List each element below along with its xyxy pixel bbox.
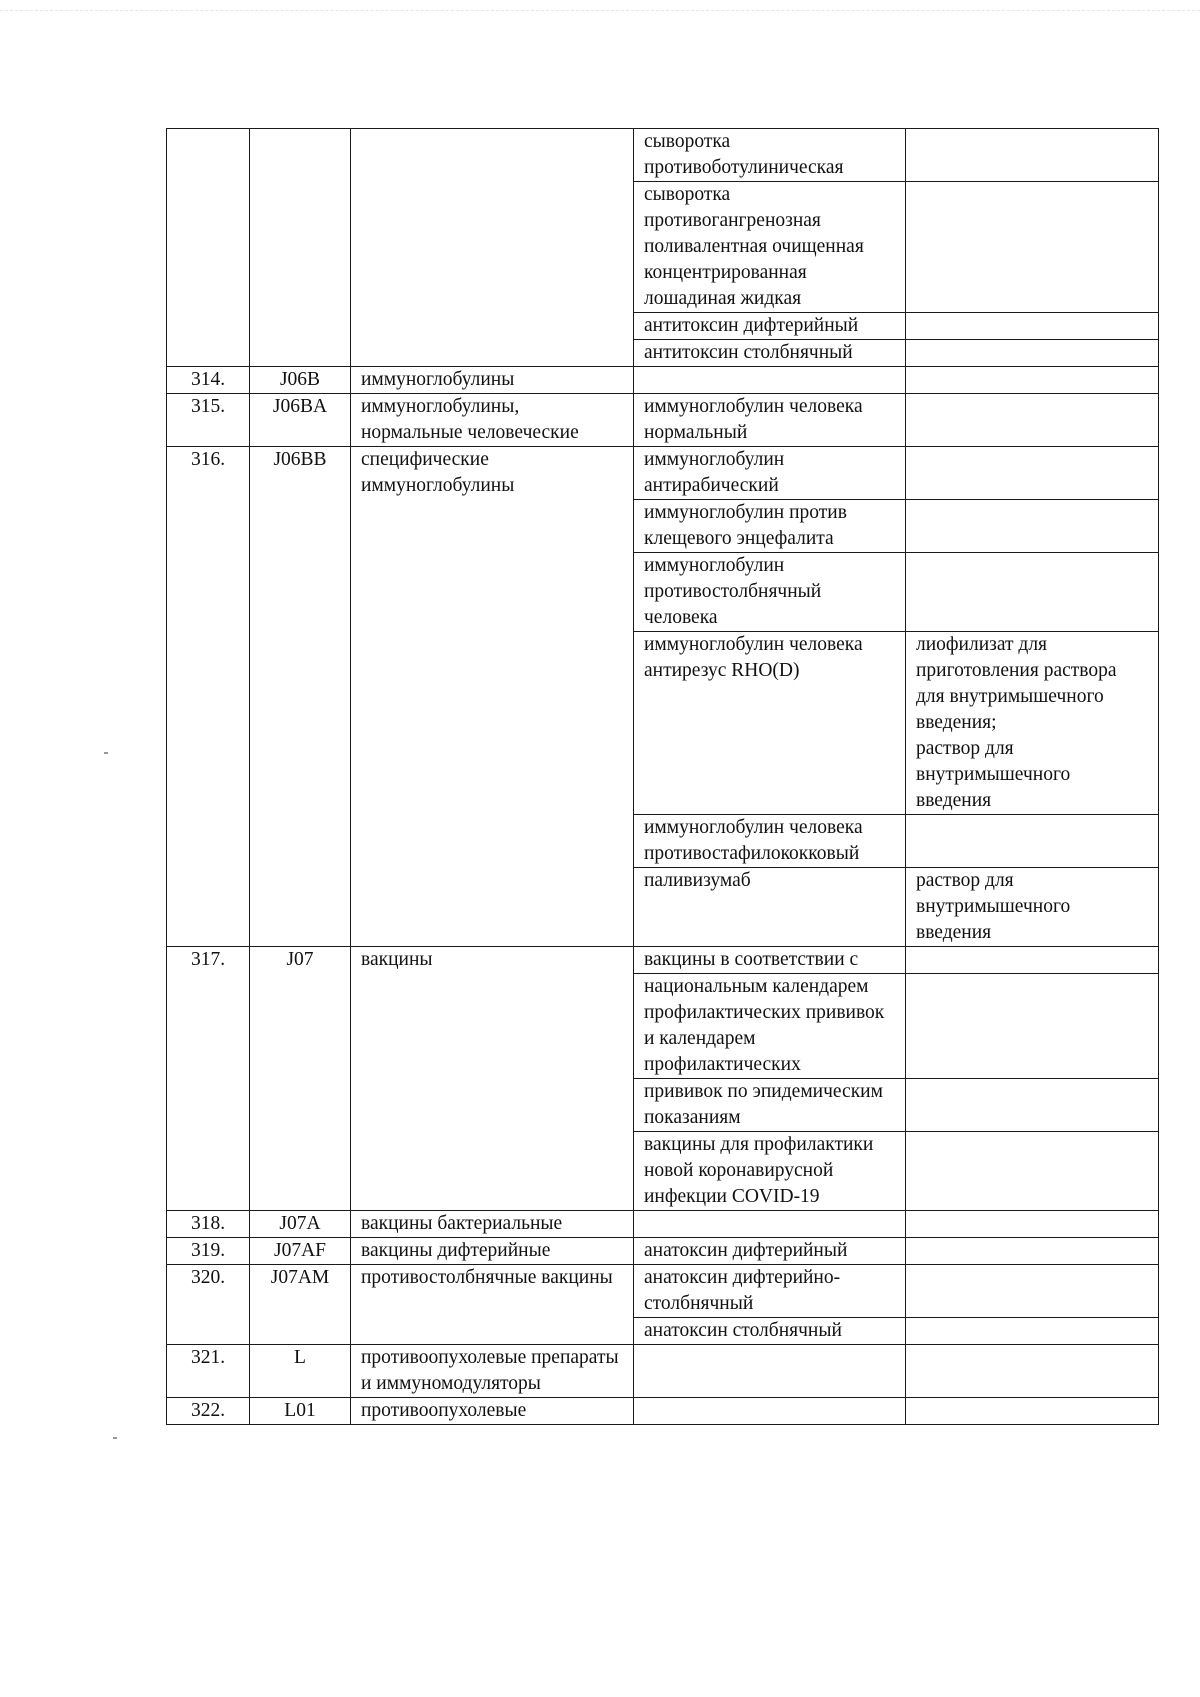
table-row bbox=[167, 129, 1159, 182]
drug-name-cell: анатоксин столбнячный bbox=[634, 1318, 906, 1345]
table-row bbox=[167, 394, 1159, 447]
atc-code-cell: L bbox=[250, 1345, 351, 1398]
drug-name-cell bbox=[634, 1345, 906, 1398]
dosage-form-cell bbox=[906, 815, 1159, 868]
group-name-cell bbox=[351, 129, 634, 367]
drug-name-cell: иммуноглобулин противостолбнячный человека bbox=[634, 553, 906, 632]
atc-code-cell bbox=[250, 129, 351, 367]
row-number-cell: 322. bbox=[167, 1398, 250, 1425]
group-name-cell: вакцины дифтерийные bbox=[351, 1238, 634, 1265]
row-number-cell bbox=[167, 129, 250, 367]
dosage-form-cell bbox=[906, 1345, 1159, 1398]
group-name-cell: специфические иммуноглобулины bbox=[351, 447, 634, 947]
group-name-cell: противоопухолевые препараты и иммуномодуляторы bbox=[351, 1345, 634, 1398]
group-name-cell: вакцины бактериальные bbox=[351, 1211, 634, 1238]
table-row bbox=[167, 367, 1159, 394]
group-name-cell: вакцины bbox=[351, 947, 634, 1211]
scan-speck bbox=[113, 1437, 117, 1439]
drug-name-cell: иммуноглобулин человека противостафилококковый bbox=[634, 815, 906, 868]
dosage-form-cell bbox=[906, 1265, 1159, 1318]
drug-name-cell: вакцины для профилактики новой коронавирусной инфекции COVID-19 bbox=[634, 1132, 906, 1211]
drug-name-cell: иммуноглобулин против клещевого энцефалита bbox=[634, 500, 906, 553]
drug-name-cell: анатоксин дифтерийный bbox=[634, 1238, 906, 1265]
table-row bbox=[167, 447, 1159, 500]
drug-name-cell: антитоксин столбнячный bbox=[634, 340, 906, 367]
drug-name-cell bbox=[634, 1398, 906, 1425]
drug-name-cell: паливизумаб bbox=[634, 868, 906, 947]
scan-top-edge bbox=[0, 10, 1200, 11]
table-row bbox=[167, 1211, 1159, 1238]
table-row bbox=[167, 1345, 1159, 1398]
row-number-cell: 318. bbox=[167, 1211, 250, 1238]
table-row bbox=[167, 1238, 1159, 1265]
drug-name-cell: сыворотка противогангренозная поливалентная очищенная концентрированная лошадиная жидкая bbox=[634, 182, 906, 313]
drug-name-cell: национальным календарем профилактических прививок и календарем профилактических bbox=[634, 974, 906, 1079]
dosage-form-cell bbox=[906, 447, 1159, 500]
drug-name-cell bbox=[634, 367, 906, 394]
drug-name-cell: прививок по эпидемическим показаниям bbox=[634, 1079, 906, 1132]
dosage-form-cell bbox=[906, 394, 1159, 447]
atc-code-cell: J07 bbox=[250, 947, 351, 1211]
atc-code-cell: J06BA bbox=[250, 394, 351, 447]
group-name-cell: иммуноглобулины bbox=[351, 367, 634, 394]
drug-name-cell: анатоксин дифтерийно-столбнячный bbox=[634, 1265, 906, 1318]
row-number-cell: 315. bbox=[167, 394, 250, 447]
row-number-cell: 317. bbox=[167, 947, 250, 1211]
atc-code-cell: J07AF bbox=[250, 1238, 351, 1265]
dosage-form-cell bbox=[906, 632, 1159, 815]
drug-name-cell: сыворотка противоботулиническая bbox=[634, 129, 906, 182]
dosage-form-cell bbox=[906, 974, 1159, 1079]
dosage-form-cell bbox=[906, 313, 1159, 340]
dosage-form-cell bbox=[906, 1318, 1159, 1345]
drug-name-cell: антитоксин дифтерийный bbox=[634, 313, 906, 340]
row-number-cell: 321. bbox=[167, 1345, 250, 1398]
dosage-form-cell bbox=[906, 182, 1159, 313]
dosage-form-cell bbox=[906, 129, 1159, 182]
atc-code-cell: J07AM bbox=[250, 1265, 351, 1345]
atc-code-cell: J06BB bbox=[250, 447, 351, 947]
drug-name-cell bbox=[634, 1211, 906, 1238]
table-row bbox=[167, 1265, 1159, 1318]
dosage-form-cell bbox=[906, 1238, 1159, 1265]
medication-table bbox=[166, 128, 1159, 1425]
row-number-cell: 314. bbox=[167, 367, 250, 394]
dosage-form-cell: раствор для внутримышечного введения bbox=[906, 868, 1159, 947]
atc-code-cell: L01 bbox=[250, 1398, 351, 1425]
dosage-form-cell bbox=[906, 553, 1159, 632]
dosage-form-line: лиофилизат для приготовления раствора для внутримышечного введения; bbox=[916, 634, 1117, 733]
row-number-cell: 319. bbox=[167, 1238, 250, 1265]
dosage-form-cell bbox=[906, 947, 1159, 974]
dosage-form-cell bbox=[906, 1079, 1159, 1132]
group-name-cell: иммуноглобулины, нормальные человеческие bbox=[351, 394, 634, 447]
drug-name-cell: иммуноглобулин человека нормальный bbox=[634, 394, 906, 447]
dosage-form-line: раствор для внутримышечного введения bbox=[916, 738, 1071, 811]
drug-name-cell: иммуноглобулин человека антирезус RHO(D) bbox=[634, 632, 906, 815]
atc-code-cell: J07A bbox=[250, 1211, 351, 1238]
dosage-form-cell bbox=[906, 1132, 1159, 1211]
scan-speck bbox=[104, 752, 108, 754]
drug-name-cell: вакцины в соответствии с bbox=[634, 947, 906, 974]
row-number-cell: 316. bbox=[167, 447, 250, 947]
group-name-cell: противоопухолевые bbox=[351, 1398, 634, 1425]
dosage-form-cell bbox=[906, 340, 1159, 367]
dosage-form-cell bbox=[906, 500, 1159, 553]
drug-name-cell: иммуноглобулин антирабический bbox=[634, 447, 906, 500]
atc-code-cell: J06B bbox=[250, 367, 351, 394]
document-page bbox=[166, 128, 1158, 1425]
table-row bbox=[167, 1398, 1159, 1425]
group-name-cell: противостолбнячные вакцины bbox=[351, 1265, 634, 1345]
dosage-form-cell bbox=[906, 367, 1159, 394]
table-row bbox=[167, 947, 1159, 974]
dosage-form-cell bbox=[906, 1211, 1159, 1238]
row-number-cell: 320. bbox=[167, 1265, 250, 1345]
dosage-form-cell bbox=[906, 1398, 1159, 1425]
